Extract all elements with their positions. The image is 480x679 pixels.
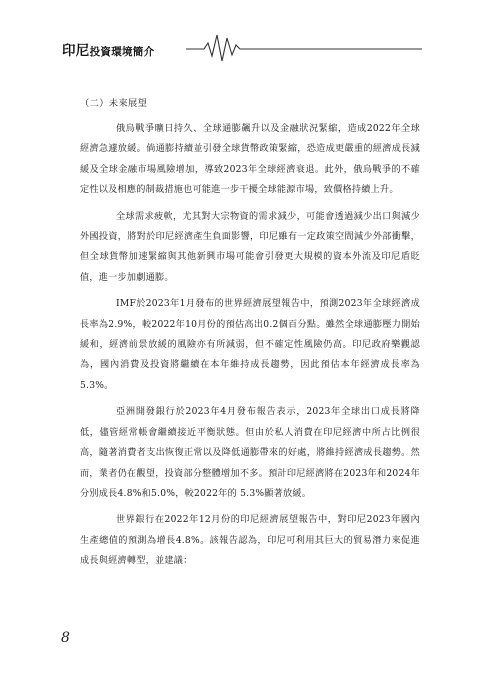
- running-header: [62, 30, 422, 64]
- paragraph-5: 世界銀行在2022年12月份的印尼經濟展望報告中，對印尼2023年國內生產總值的預測為增長4.8%。該報告認為，印尼可利用其巨大的貿易潛力來促進成長與經濟轉型，並建議：: [80, 515, 420, 567]
- header-title-sub: 投資環境簡介: [89, 46, 155, 58]
- page-number: 8: [61, 630, 70, 646]
- paragraph-1: 俄烏戰爭曠日持久、全球通膨飆升以及金融狀況緊縮，造成2022年全球經濟急遽放緩。倘通膨持續並引發全球貨幣政策緊縮，恐造成更嚴重的經濟成長減緩及全球金融市場風險增加，導致2023年全球經濟衰退。此外，俄烏戰爭的不確定性以及相應的制裁措施也可能進一步干擾全球能源市場，致價格持續上升。: [80, 124, 420, 196]
- page-content: [80, 96, 420, 578]
- header-title: [62, 39, 154, 59]
- paragraph-2: 全球需求疲軟，尤其對大宗物資的需求減少，可能會透過減少出口與減少外國投資，將對於印尼經濟產生負面影響，印尼雖有一定政策空間減少外部衝擊，但全球貨幣加速緊縮與其他新興市場可能會引發更大規模的資本外流及印尼盾貶值，進一步加劇通膨。: [80, 211, 420, 283]
- paragraph-4: 亞洲開發銀行於2023年4月發布報告表示，2023年全球出口成長將降低，儘管經常帳會繼續接近平衡狀態。但由於私人消費在印尼經濟中所占比例很高，隨著消費者支出恢復正常以及降低通膨帶來的好處，將維持經濟成長趨勢。然而，業者仍在觀望，投資部分整體增加不多。預計印尼經濟將在2023年和2024年分別成長4.8%和5.0%，較2022年的 5.3%顯著放緩。: [80, 407, 420, 499]
- paragraph-3: IMF於2023年1月發布的世界經濟展望報告中，預測2023年全球經濟成長率為2.9%，較2022年10月份的預估高出0.2個百分點。雖然全球通膨壓力開始緩和，經濟前景放緩的風險亦有所減弱，但不確定性風險仍高。印尼政府樂觀認為，國內消費及投資將繼續在本年維持成長趨勢，因此預估本年經濟成長率為5.3%。: [80, 299, 420, 391]
- header-title-main: 印尼: [62, 43, 90, 59]
- section-heading: （二）未來展望: [80, 98, 148, 109]
